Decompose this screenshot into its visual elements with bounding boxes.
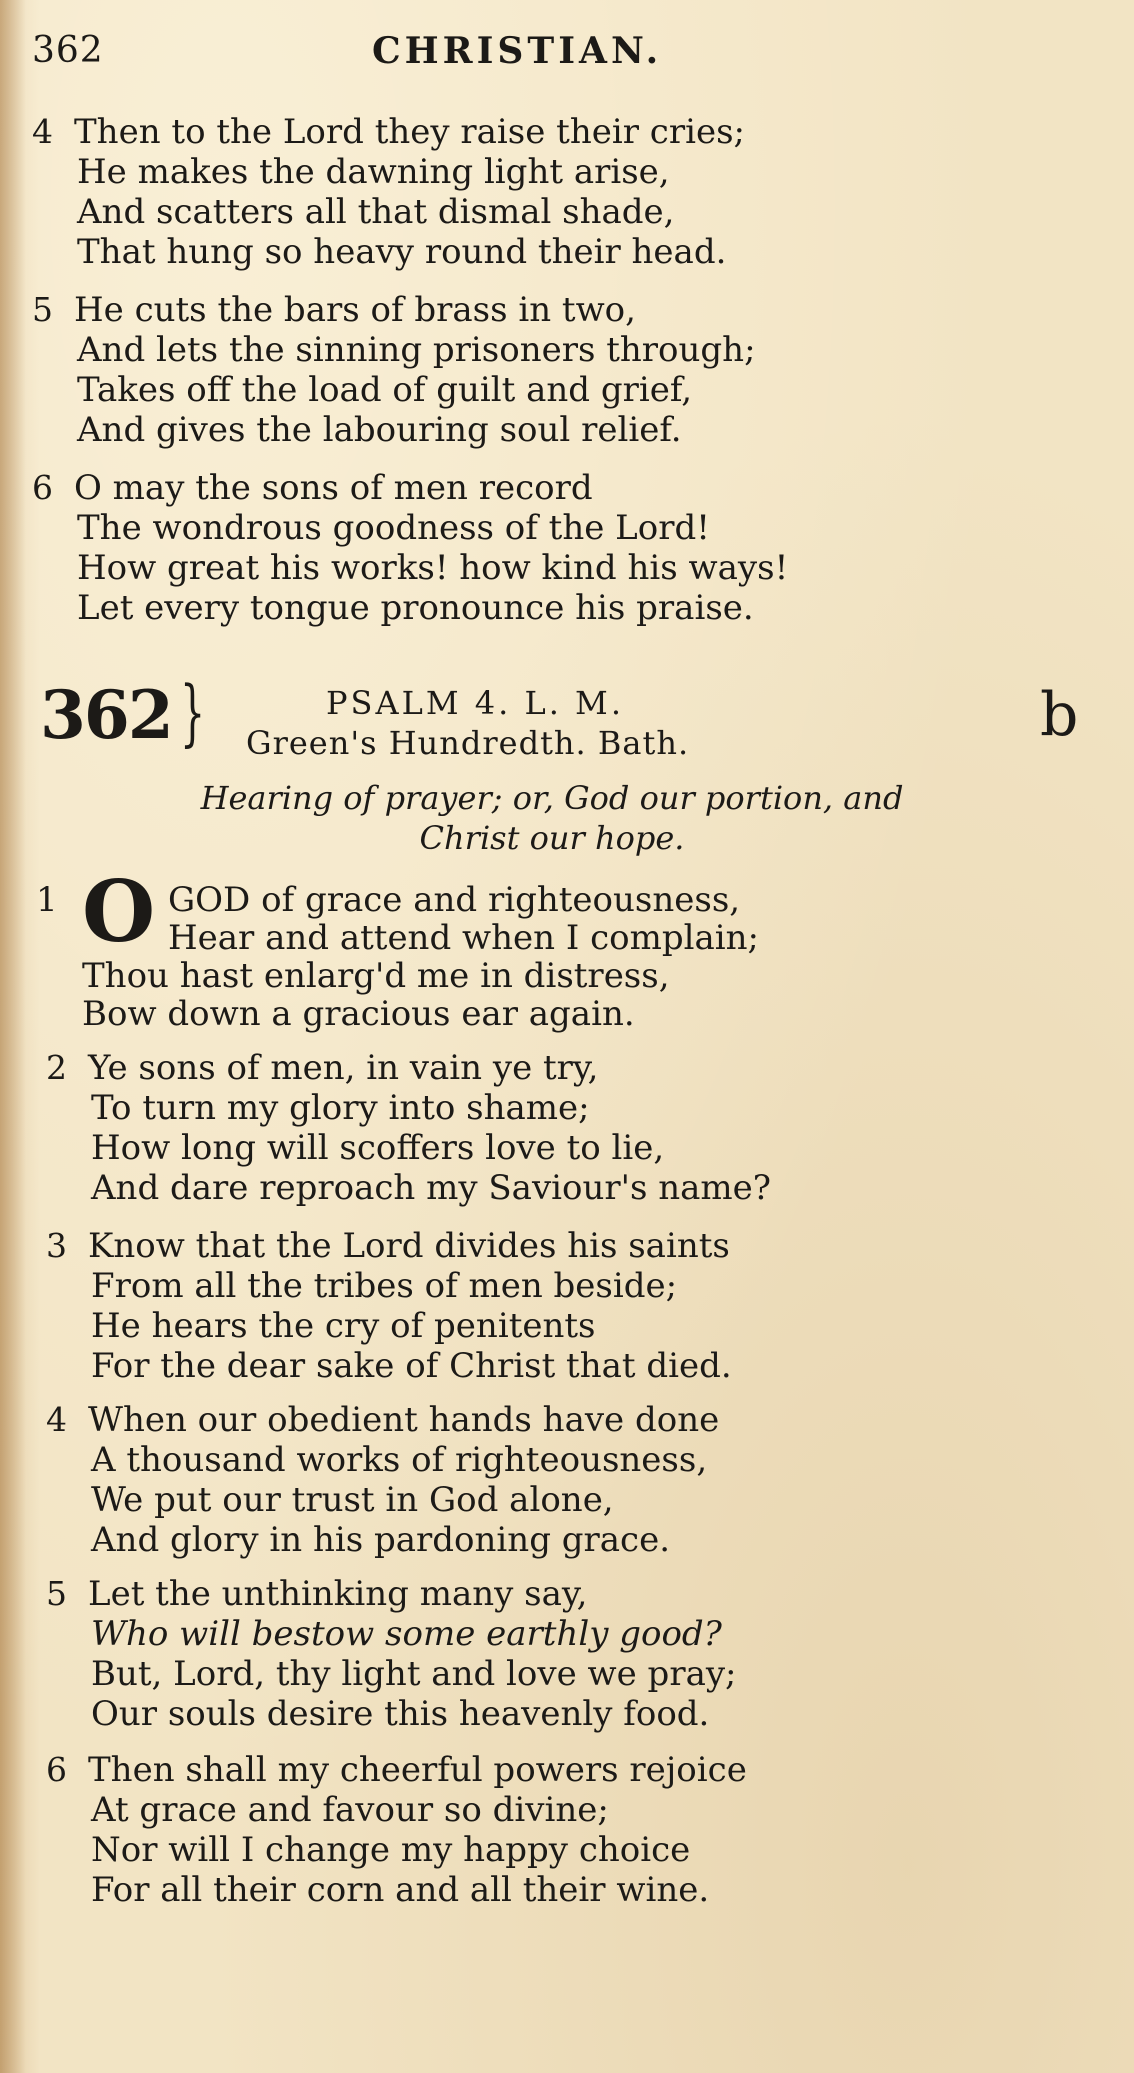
page-header <box>32 30 1092 80</box>
stanza-line: Then to the Lord they raise their cries; <box>74 112 745 152</box>
stanza-line: He cuts the bars of brass in two, <box>74 290 636 330</box>
stanza-line: How long will scoffers love to lie, <box>91 1128 665 1168</box>
stanza-number: 2 <box>46 1048 67 1087</box>
stanza-number: 5 <box>46 1574 67 1613</box>
stanza-line: And lets the sinning prisoners through; <box>77 330 756 370</box>
stanza-line: How great his works! how kind his ways! <box>77 548 789 588</box>
stanza-number: 6 <box>32 468 53 507</box>
stanza-number: 4 <box>46 1400 67 1439</box>
stanza-line: Then shall my cheerful powers rejoice <box>88 1750 747 1790</box>
stanza-line: Who will bestow some earthly good? <box>91 1614 722 1654</box>
psalm-subject <box>42 778 1062 858</box>
prev-stanza-5 <box>32 290 1092 450</box>
stanza-number: 6 <box>46 1750 67 1789</box>
stanza-5 <box>46 1574 1106 1734</box>
stanza-line: Let every tongue pronounce his praise. <box>77 588 754 628</box>
stanza-line: And gives the labouring soul relief. <box>77 410 682 450</box>
margin-letter: b <box>1040 680 1079 750</box>
stanza-line: From all the tribes of men beside; <box>91 1266 678 1306</box>
stanza-3 <box>46 1226 1106 1386</box>
stanza-number: 5 <box>32 290 53 329</box>
hymn-number: 362 <box>40 676 172 754</box>
stanza-line: O may the sons of men record <box>74 468 593 508</box>
stanza-line: Nor will I change my happy choice <box>91 1830 691 1870</box>
stanza-number: 3 <box>46 1226 67 1265</box>
stanza-line: When our obedient hands have done <box>88 1400 720 1440</box>
subject-line: Christ our hope. <box>419 819 685 857</box>
stanza-line: He makes the dawning light arise, <box>77 152 670 192</box>
stanza-line: He hears the cry of penitents <box>91 1306 596 1346</box>
prev-stanza-4 <box>32 112 1092 272</box>
prev-stanza-6 <box>32 468 1092 628</box>
stanza-line: Ye sons of men, in vain ye try, <box>88 1048 599 1088</box>
stanza-line: To turn my glory into shame; <box>91 1088 590 1128</box>
stanza-line: But, Lord, thy light and love we pray; <box>91 1654 737 1694</box>
page-number: 362 <box>32 30 104 71</box>
stanza-line: For the dear sake of Christ that died. <box>91 1346 732 1386</box>
stanza-line: Takes off the load of guilt and grief, <box>77 370 693 410</box>
stanza-6 <box>46 1750 1106 1910</box>
stanza-number: 1 <box>36 880 58 920</box>
stanza-2 <box>46 1048 1106 1208</box>
stanza-line: Let the unthinking many say, <box>88 1574 588 1614</box>
stanza-4 <box>46 1400 1106 1560</box>
running-title: CHRISTIAN. <box>372 30 663 72</box>
stanza-line: Know that the Lord divides his saints <box>88 1226 730 1266</box>
stanza-line: That hung so heavy round their head. <box>77 232 727 272</box>
stanza-line: Our souls desire this heavenly food. <box>91 1694 710 1734</box>
psalm-heading <box>40 670 1100 780</box>
page-edge-shadow <box>0 0 26 2073</box>
stanza-line: We put our trust in God alone, <box>91 1480 614 1520</box>
stanza-line: Thou hast enlarg'd me in distress, <box>82 956 670 996</box>
stanza-line: A thousand works of righteousness, <box>91 1440 708 1480</box>
drop-cap: O <box>82 862 156 961</box>
stanza-line: And scatters all that dismal shade, <box>77 192 675 232</box>
stanza-line: Bow down a gracious ear again. <box>82 994 635 1034</box>
psalm-title: PSALM 4. L. M. <box>326 684 624 722</box>
stanza-line: And glory in his pardoning grace. <box>91 1520 671 1560</box>
stanza-line: At grace and favour so divine; <box>91 1790 609 1830</box>
stanza-line: The wondrous goodness of the Lord! <box>77 508 710 548</box>
stanza-line: For all their corn and all their wine. <box>91 1870 710 1910</box>
stanza-line: And dare reproach my Saviour's name? <box>91 1168 771 1208</box>
tune-names: Green's Hundredth. Bath. <box>246 724 690 762</box>
stanza-line: Hear and attend when I complain; <box>168 918 759 958</box>
subject-line: Hearing of prayer; or, God our portion, and <box>200 779 904 817</box>
stanza-line: GOD of grace and righteousness, <box>168 880 741 920</box>
brace-icon: } <box>180 670 206 754</box>
stanza-number: 4 <box>32 112 53 151</box>
